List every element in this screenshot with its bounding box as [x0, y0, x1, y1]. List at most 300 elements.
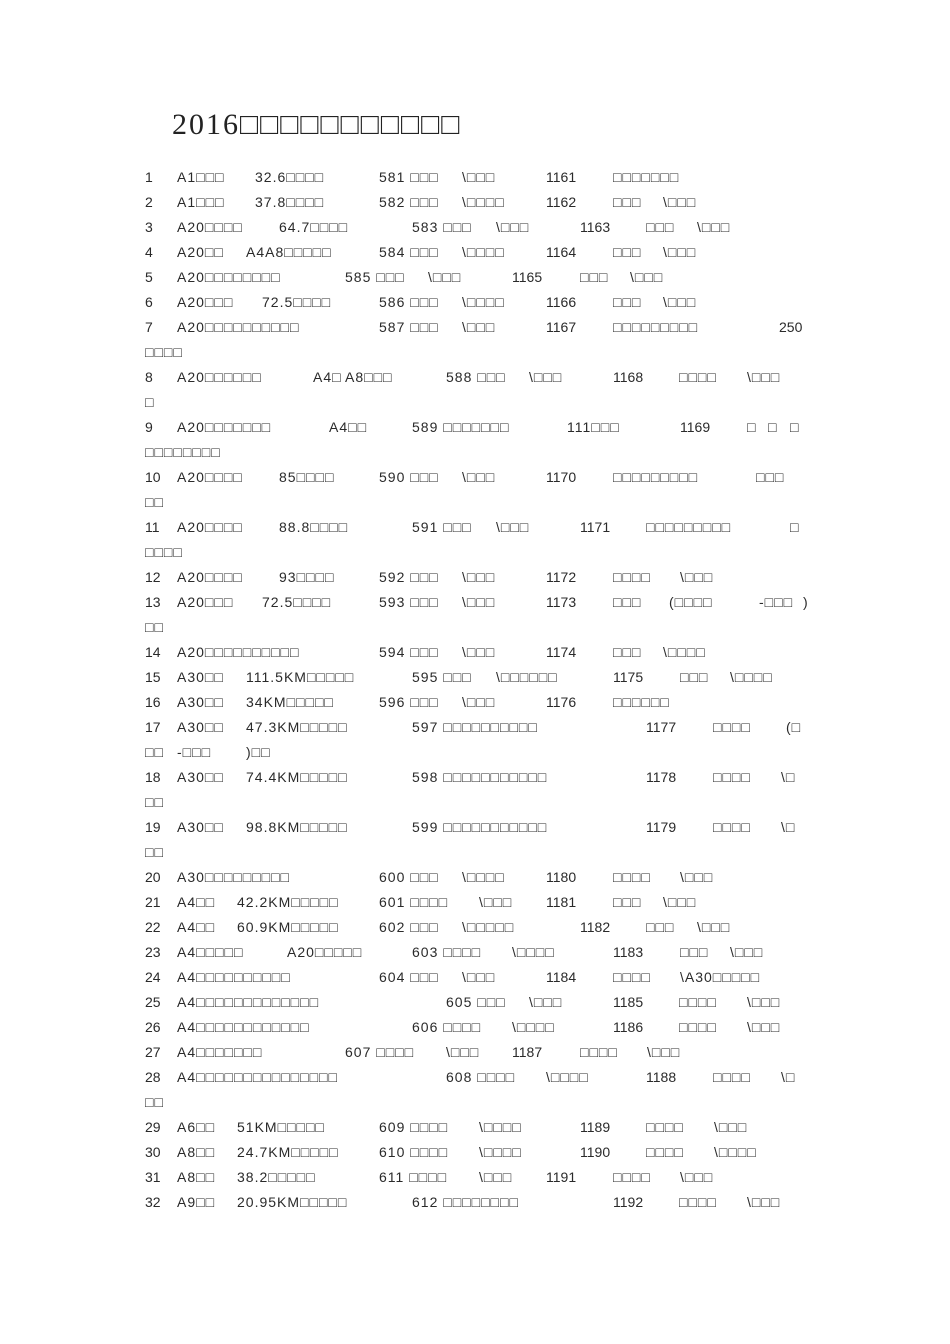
list-cell: 18: [145, 769, 161, 785]
list-cell: 20.95KM□□□□□: [237, 1194, 348, 1210]
list-row: [0, 918, 950, 942]
list-cell: 85□□□□: [279, 469, 335, 485]
list-cell: 27: [145, 1044, 161, 1060]
list-cell: -□□□: [177, 744, 212, 760]
list-cell: 605 □□□: [446, 994, 506, 1010]
list-cell: A4□□: [177, 894, 216, 910]
list-cell: \□□□□: [512, 1019, 555, 1035]
list-cell: 603 □□□□: [412, 944, 482, 960]
list-cell: 51KM□□□□□: [237, 1119, 325, 1135]
list-cell: \□□□: [630, 269, 664, 285]
list-cell: 74.4KM□□□□□: [246, 769, 348, 785]
list-cell: 11: [145, 519, 160, 535]
list-cell: \□□□: [680, 1169, 714, 1185]
list-row: [0, 243, 950, 267]
list-cell: \□□□: [663, 294, 697, 310]
list-cell: A4□: [313, 369, 342, 385]
list-cell: \□□□: [462, 569, 496, 585]
list-cell: \□□□□□: [462, 919, 515, 935]
list-cell: A20□□□□□□□: [177, 419, 272, 435]
list-cell: □□□□: [613, 969, 651, 985]
list-cell: □□□□: [679, 1194, 717, 1210]
list-row: [0, 468, 950, 492]
list-cell: \□□□□: [462, 194, 505, 210]
list-cell: □□□: [613, 294, 642, 310]
list-cell: □□□□: [713, 769, 751, 785]
list-cell: 602 □□□: [379, 919, 439, 935]
list-cell: □□□□□□: [613, 694, 670, 710]
list-cell: 24: [145, 969, 161, 985]
list-row: [0, 268, 950, 292]
list-cell: \□□□: [529, 369, 563, 385]
list-cell: 28: [145, 1069, 161, 1085]
list-cell: 582 □□□: [379, 194, 439, 210]
list-cell: 47.3KM□□□□□: [246, 719, 348, 735]
list-cell: 60.9KM□□□□□: [237, 919, 339, 935]
list-row: [0, 418, 950, 442]
list-cell: 596 □□□: [379, 694, 439, 710]
list-cell: (□□□□: [669, 594, 713, 610]
list-cell: \□: [781, 769, 796, 785]
list-cell: 26: [145, 1019, 161, 1035]
list-row: [0, 1143, 950, 1167]
list-row: [0, 493, 950, 517]
list-cell: 17: [145, 719, 161, 735]
list-cell: 1165: [512, 269, 543, 285]
list-cell: 1169: [680, 419, 711, 435]
list-cell: □□□□: [580, 1044, 618, 1060]
list-cell: A30□□: [177, 669, 224, 685]
list-cell: 1181: [546, 894, 577, 910]
list-row: [0, 1043, 950, 1067]
list-row: [0, 718, 950, 742]
list-cell: 1186: [613, 1019, 644, 1035]
list-cell: □□□□□□□□□: [613, 469, 699, 485]
list-cell: 1162: [546, 194, 577, 210]
list-cell: 1177: [646, 719, 677, 735]
list-row: [0, 193, 950, 217]
list-cell: A8□□: [177, 1169, 216, 1185]
list-cell: □□□□: [613, 1169, 651, 1185]
list-row: [0, 1093, 950, 1117]
list-cell: 581 □□□: [379, 169, 439, 185]
list-cell: \□□□: [462, 694, 496, 710]
list-cell: 93□□□□: [279, 569, 335, 585]
list-cell: □□: [145, 494, 164, 510]
list-cell: 590 □□□: [379, 469, 439, 485]
list-cell: \□□□: [663, 194, 697, 210]
list-cell: \□□□: [747, 994, 781, 1010]
list-row: [0, 693, 950, 717]
list-cell: \□□□□□□: [496, 669, 558, 685]
list-cell: ): [803, 594, 808, 610]
list-cell: 1180: [546, 869, 577, 885]
list-row: [0, 543, 950, 567]
list-cell: □□□□: [613, 869, 651, 885]
list-cell: 72.5□□□□: [262, 294, 332, 310]
list-cell: 1191: [546, 1169, 577, 1185]
list-cell: 1161: [546, 169, 577, 185]
list-cell: 38.2□□□□□: [237, 1169, 316, 1185]
list-cell: □□: [145, 794, 164, 810]
list-cell: \□□□: [529, 994, 563, 1010]
list-cell: A30□□: [177, 694, 224, 710]
list-cell: 14: [145, 644, 161, 660]
list-cell: A4□□□□□□□□□□□□□□□: [177, 1069, 338, 1085]
list-cell: A9□□: [177, 1194, 216, 1210]
list-cell: □□: [145, 1094, 164, 1110]
list-cell: 16: [145, 694, 161, 710]
list-cell: \□□□: [462, 469, 496, 485]
list-cell: A20□□: [177, 244, 224, 260]
list-cell: 6: [145, 294, 153, 310]
list-cell: 1164: [546, 244, 577, 260]
list-cell: 1189: [580, 1119, 611, 1135]
list-row: [0, 1168, 950, 1192]
list-cell: \□□□: [697, 219, 731, 235]
list-cell: \□□□: [462, 644, 496, 660]
list-cell: 24.7KM□□□□□: [237, 1144, 339, 1160]
list-row: [0, 343, 950, 367]
list-cell: 583 □□□: [412, 219, 472, 235]
list-cell: \□□□□: [512, 944, 555, 960]
list-cell: 595 □□□: [412, 669, 472, 685]
list-cell: 593 □□□: [379, 594, 439, 610]
list-cell: 586 □□□: [379, 294, 439, 310]
list-cell: A20□□□□□□□□□□: [177, 319, 300, 335]
list-cell: 98.8KM□□□□□: [246, 819, 348, 835]
list-cell: 600 □□□: [379, 869, 439, 885]
list-cell: 8: [145, 369, 153, 385]
list-cell: 1163: [580, 219, 611, 235]
list-cell: 9: [145, 419, 153, 435]
list-row: [0, 1018, 950, 1042]
list-cell: □□□□: [145, 544, 183, 560]
list-cell: 25: [145, 994, 161, 1010]
list-cell: □□□: [613, 894, 642, 910]
list-cell: \□□□: [747, 1019, 781, 1035]
list-cell: A20□□□: [177, 294, 234, 310]
list-cell: \□□□□: [714, 1144, 757, 1160]
list-cell: \□□□□: [462, 869, 505, 885]
list-cell: 599 □□□□□□□□□□□: [412, 819, 548, 835]
list-cell: 588 □□□: [446, 369, 506, 385]
list-cell: □□□□□□□: [613, 169, 680, 185]
list-cell: \□□□: [479, 1169, 513, 1185]
list-cell: \□□□: [428, 269, 462, 285]
list-cell: \□□□: [462, 594, 496, 610]
list-cell: 601 □□□□: [379, 894, 449, 910]
list-cell: 7: [145, 319, 153, 335]
list-cell: 1175: [613, 669, 644, 685]
list-cell: 1179: [646, 819, 677, 835]
list-cell: 5: [145, 269, 153, 285]
list-cell: 607 □□□□: [345, 1044, 415, 1060]
list-cell: A20□□□□□□: [177, 369, 262, 385]
list-cell: 2: [145, 194, 153, 210]
list-cell: 1176: [546, 694, 577, 710]
list-row: [0, 568, 950, 592]
list-row: [0, 868, 950, 892]
list-cell: 1188: [646, 1069, 677, 1085]
list-cell: 1182: [580, 919, 611, 935]
list-cell: \□□□: [747, 369, 781, 385]
list-cell: 1184: [546, 969, 577, 985]
list-cell: 1166: [546, 294, 577, 310]
list-row: [0, 643, 950, 667]
list-cell: 42.2KM□□□□□: [237, 894, 339, 910]
list-cell: 1171: [580, 519, 611, 535]
list-cell: \□□□: [647, 1044, 681, 1060]
list-cell: □□: [145, 744, 164, 760]
list-cell: □□□□: [145, 344, 183, 360]
list-row: [0, 618, 950, 642]
list-row: [0, 443, 950, 467]
list-row: [0, 843, 950, 867]
list-cell: □: [790, 519, 800, 535]
list-cell: □□□□□□□□□: [613, 319, 699, 335]
list-row: [0, 168, 950, 192]
list-cell: \□□□□: [479, 1119, 522, 1135]
list-row: [0, 1068, 950, 1092]
list-cell: (□: [786, 719, 802, 735]
list-row: [0, 768, 950, 792]
list-cell: A20□□□□□□□□: [177, 269, 281, 285]
list-cell: □□□□□□□□: [145, 444, 221, 460]
list-cell: A20□□□: [177, 594, 234, 610]
list-cell: □□□□: [646, 1144, 684, 1160]
list-row: [0, 943, 950, 967]
list-cell: 1173: [546, 594, 577, 610]
list-cell: 611 □□□□: [379, 1169, 448, 1185]
list-cell: 1183: [613, 944, 644, 960]
list-cell: 37.8□□□□: [255, 194, 325, 210]
list-cell: \□□□□: [479, 1144, 522, 1160]
list-cell: □□: [145, 844, 164, 860]
list-row: [0, 318, 950, 342]
list-cell: 34KM□□□□□: [246, 694, 334, 710]
list-cell: 4: [145, 244, 153, 260]
list-row: [0, 893, 950, 917]
list-cell: A8□□: [177, 1144, 216, 1160]
list-cell: 589 □□□□□□□: [412, 419, 510, 435]
list-cell: \□□□: [714, 1119, 748, 1135]
list-cell: 584 □□□: [379, 244, 439, 260]
list-cell: 594 □□□: [379, 644, 439, 660]
list-cell: A4A8□□□□□: [246, 244, 332, 260]
list-cell: A20□□□□: [177, 469, 243, 485]
list-cell: 20: [145, 869, 161, 885]
list-cell: □□□: [613, 194, 642, 210]
list-cell: 19: [145, 819, 161, 835]
list-cell: 591 □□□: [412, 519, 472, 535]
list-cell: 22: [145, 919, 161, 935]
list-cell: 592 □□□: [379, 569, 439, 585]
list-cell: 598 □□□□□□□□□□□: [412, 769, 548, 785]
list-cell: 31: [145, 1169, 161, 1185]
list-cell: 72.5□□□□: [262, 594, 332, 610]
list-row: [0, 368, 950, 392]
list-row: [0, 218, 950, 242]
list-cell: 1172: [546, 569, 577, 585]
list-cell: 29: [145, 1119, 161, 1135]
list-cell: A20□□□□: [177, 569, 243, 585]
list-row: [0, 518, 950, 542]
list-cell: □: [145, 394, 155, 410]
list-cell: □□□: [646, 919, 675, 935]
list-cell: 606 □□□□: [412, 1019, 482, 1035]
list-cell: □□□□: [713, 719, 751, 735]
list-row: [0, 993, 950, 1017]
list-row: [0, 793, 950, 817]
list-cell: □□□□: [646, 1119, 684, 1135]
list-row: [0, 1193, 950, 1217]
list-cell: A20□□□□: [177, 219, 243, 235]
list-cell: □□□: [680, 669, 709, 685]
list-cell: □□: [145, 619, 164, 635]
list-cell: 32: [145, 1194, 161, 1210]
list-cell: A30□□: [177, 719, 224, 735]
list-cell: 1174: [546, 644, 577, 660]
list-cell: \□□□□: [462, 244, 505, 260]
list-cell: 3: [145, 219, 153, 235]
list-cell: A4□□□□□: [177, 944, 244, 960]
list-cell: □□□: [756, 469, 785, 485]
list-cell: 1187: [512, 1044, 543, 1060]
list-cell: A4□□□□□□□□□□: [177, 969, 291, 985]
list-cell: 1167: [546, 319, 577, 335]
list-row: [0, 593, 950, 617]
list-cell: A30□□: [177, 819, 224, 835]
list-cell: \□□□: [496, 519, 530, 535]
list-cell: A6□□: [177, 1119, 216, 1135]
list-cell: □□□□□□□□□: [646, 519, 732, 535]
list-cell: 88.8□□□□: [279, 519, 349, 535]
list-cell: 1170: [546, 469, 577, 485]
list-cell: 604 □□□: [379, 969, 439, 985]
list-cell: □□□□: [679, 994, 717, 1010]
list-row: [0, 393, 950, 417]
list-cell: A4□□□□□□□: [177, 1044, 263, 1060]
list-cell: 111□□□: [567, 419, 620, 435]
list-row: [0, 743, 950, 767]
list-cell: \□□□: [663, 894, 697, 910]
list-cell: 1185: [613, 994, 644, 1010]
page-title: 2016□□□□□□□□□□□: [172, 108, 462, 141]
list-cell: \□□□: [680, 569, 714, 585]
list-cell: □□□: [680, 944, 709, 960]
list-cell: 1: [145, 169, 153, 185]
list-cell: \□□□: [697, 919, 731, 935]
list-cell: □: [790, 419, 800, 435]
list-cell: A8□□□: [345, 369, 393, 385]
list-cell: \□□□□: [663, 644, 706, 660]
list-cell: 111.5KM□□□□□: [246, 669, 355, 685]
list-cell: 585 □□□: [345, 269, 405, 285]
list-cell: 30: [145, 1144, 161, 1160]
list-cell: □□□□: [613, 569, 651, 585]
list-cell: 21: [145, 894, 161, 910]
list-cell: \□□□: [680, 869, 714, 885]
list-row: [0, 293, 950, 317]
list-row: [0, 818, 950, 842]
list-cell: □□□: [613, 644, 642, 660]
list-cell: □: [747, 419, 757, 435]
list-cell: \□: [781, 819, 796, 835]
list-cell: A20□□□□: [177, 519, 243, 535]
list-cell: A30□□: [177, 769, 224, 785]
list-cell: )□□: [246, 744, 271, 760]
list-cell: 12: [145, 569, 161, 585]
list-row: [0, 668, 950, 692]
list-cell: 32.6□□□□: [255, 169, 325, 185]
list-cell: 608 □□□□: [446, 1069, 516, 1085]
list-cell: A20□□□□□□□□□□: [177, 644, 300, 660]
list-cell: 610 □□□□: [379, 1144, 449, 1160]
list-cell: □□□□: [679, 369, 717, 385]
list-cell: 1190: [580, 1144, 611, 1160]
list-cell: \□□□: [730, 944, 764, 960]
list-cell: \□□□: [462, 969, 496, 985]
list-cell: \□□□: [462, 319, 496, 335]
list-cell: -□□□: [759, 594, 794, 610]
list-cell: □□□□: [713, 1069, 751, 1085]
list-cell: A1□□□: [177, 169, 225, 185]
list-cell: \□□□□: [462, 294, 505, 310]
list-cell: 250: [779, 319, 803, 335]
list-cell: □□□□: [679, 1019, 717, 1035]
list-cell: 15: [145, 669, 161, 685]
list-cell: 609 □□□□: [379, 1119, 449, 1135]
list-cell: A4□□□□□□□□□□□□: [177, 1019, 310, 1035]
list-cell: □□□□: [713, 819, 751, 835]
list-cell: \□□□: [496, 219, 530, 235]
list-cell: 13: [145, 594, 161, 610]
list-cell: 1192: [613, 1194, 644, 1210]
list-cell: 597 □□□□□□□□□□: [412, 719, 538, 735]
list-cell: A4□□: [177, 919, 216, 935]
list-cell: 10: [145, 469, 161, 485]
list-cell: \□□□: [479, 894, 513, 910]
list-cell: \□□□: [446, 1044, 480, 1060]
list-cell: 23: [145, 944, 161, 960]
list-cell: \□□□□: [730, 669, 773, 685]
list-cell: □: [768, 419, 778, 435]
list-cell: 587 □□□: [379, 319, 439, 335]
list-cell: \□□□: [663, 244, 697, 260]
list-cell: A1□□□: [177, 194, 225, 210]
list-cell: □□□: [580, 269, 609, 285]
list-cell: 1178: [646, 769, 677, 785]
list-cell: □□□: [613, 244, 642, 260]
list-row: [0, 968, 950, 992]
list-cell: \A30□□□□□: [680, 969, 761, 985]
list-cell: A4□□□□□□□□□□□□□: [177, 994, 320, 1010]
list-cell: \□□□□: [546, 1069, 589, 1085]
list-cell: 612 □□□□□□□□: [412, 1194, 519, 1210]
list-cell: □□□: [646, 219, 675, 235]
list-cell: \□□□: [747, 1194, 781, 1210]
list-row: [0, 1118, 950, 1142]
list-cell: 1168: [613, 369, 644, 385]
list-cell: A20□□□□□: [287, 944, 363, 960]
list-cell: \□□□: [462, 169, 496, 185]
list-cell: A4□□: [329, 419, 368, 435]
list-cell: A30□□□□□□□□□: [177, 869, 291, 885]
list-cell: 64.7□□□□: [279, 219, 349, 235]
list-cell: □□□: [613, 594, 642, 610]
list-cell: \□: [781, 1069, 796, 1085]
